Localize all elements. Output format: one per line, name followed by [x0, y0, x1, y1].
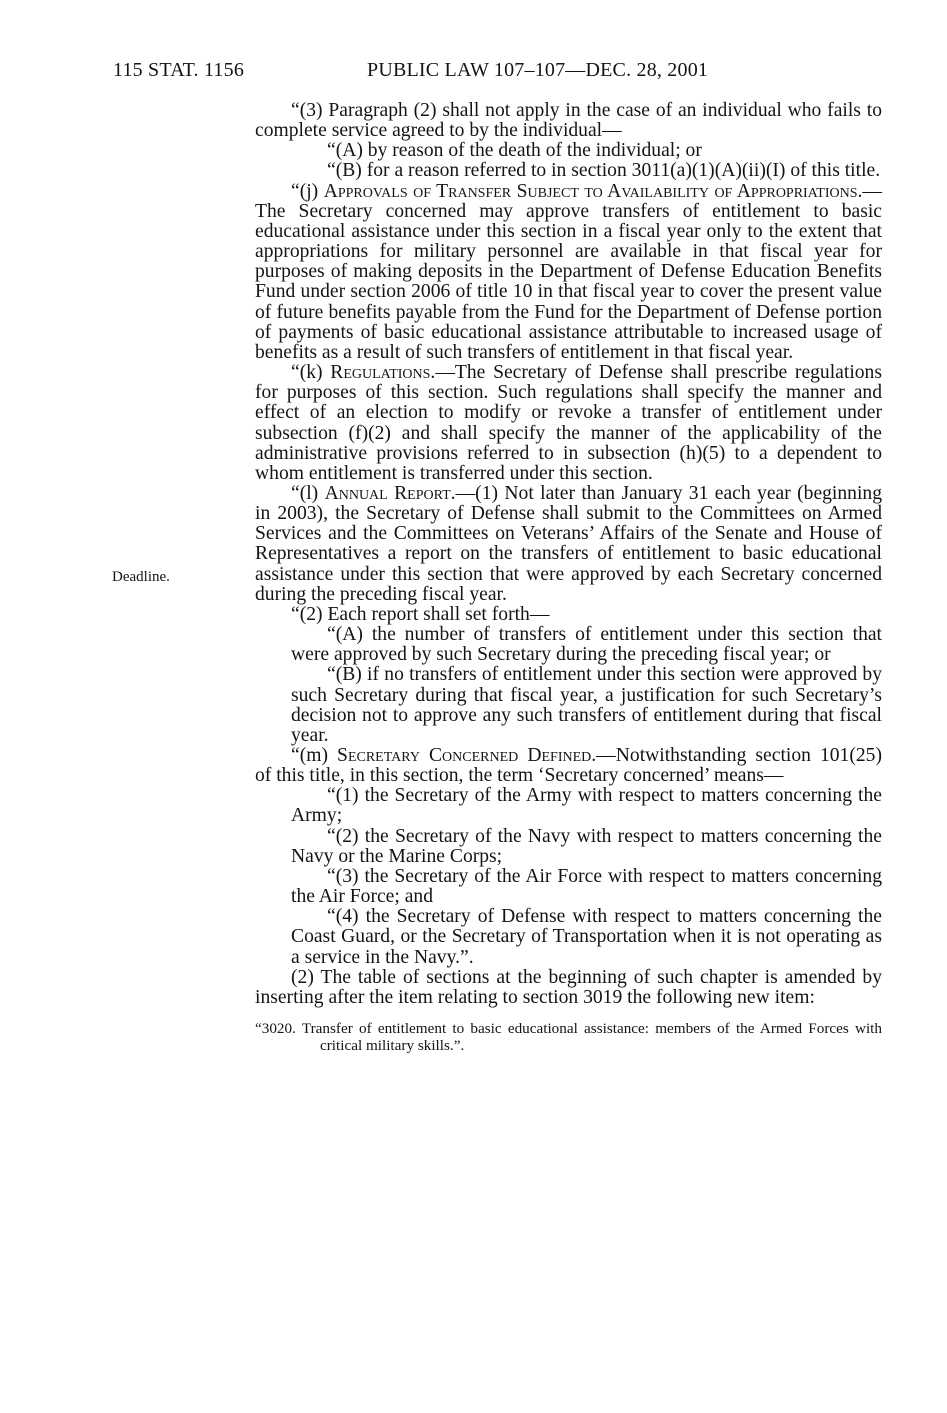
- subsection-m-1: “(1) the Secretary of the Army with respect to matters concerning the Army;: [291, 785, 882, 827]
- subsection-j: [255, 182, 882, 363]
- subsection-m-label: “(m): [291, 745, 338, 766]
- subsection-j-heading: Approvals of Transfer Subject to Availability of Appropriations.: [323, 180, 863, 202]
- page-reference: 115 STAT. 1156: [113, 59, 245, 81]
- subsection-l-text: —(1) Not later than January 31 each year (beginning in 2003), the Secretary of Defense shall submit to the Committees on Armed Services and the Committees on Veterans’ Affairs of the Senate and House of Representatives a report on the transfers of entitlement to basic educational assistance under this section that were approved by each Secretary concerned during the preceding fiscal year.: [255, 482, 883, 605]
- subsection-l-2-a: “(A) the number of transfers of entitlement under this section that were approved by such Secretary during the preceding fiscal year; or: [291, 624, 882, 666]
- paragraph-3: “(3) Paragraph (2) shall not apply in the case of an individual who fails to complete service agreed to by the individual—: [255, 100, 882, 142]
- paragraph-3-a: “(A) by reason of the death of the individual; or: [327, 140, 702, 162]
- subsection-j-label: “(j): [291, 180, 324, 202]
- table-of-sections-item: “3020. Transfer of entitlement to basic educational assistance: members of the Armed Forces with critical military skills.”.: [255, 1020, 882, 1055]
- subsection-m-3: “(3) the Secretary of the Air Force with respect to matters concerning the Air Force; and: [291, 865, 882, 908]
- running-header: PUBLIC LAW 107–107—DEC. 28, 2001: [367, 59, 709, 81]
- subsection-l: [255, 484, 882, 605]
- subsection-k-heading: Regulations.: [330, 362, 436, 384]
- subsection-k-text: —The Secretary of Defense shall prescribe regulations for purposes of this section. Such regulations shall specify the manner and effect of an election to modify or revoke a transfer of entitlement under subsection (f)(2) and shall specify the manner of the applicability of the administrative provisions referred to in subsection (h)(5) to a dependent to whom entitlement is transferred under this section.: [255, 362, 882, 484]
- margin-note-deadline: Deadline.: [112, 569, 170, 585]
- subsection-m-text: —Notwithstanding section 101(25) of this title, in this section, the term ‘Secretary concerned’ means—: [255, 745, 883, 787]
- subsection-j-text: —The Secretary concerned may approve transfers of entitlement to basic educational assistance under this section in a fiscal year only to the extent that appropriations for military personnel are available in that fiscal year for purposes of making deposits in the Department of Defense Education Benefits Fund under section 2006 of title 10 in that fiscal year to cover the present value of future benefits payable from the Fund for the Department of Defense portion of payments of basic educational assistance attributable to increased usage of benefits as a result of such transfers of entitlement in that fiscal year.: [255, 180, 882, 363]
- document-body: [255, 101, 882, 1054]
- subsection-m-2: “(2) the Secretary of the Navy with respect to matters concerning the Navy or the Marine Corps;: [291, 825, 882, 867]
- subsection-m-4: “(4) the Secretary of Defense with respect to matters concerning the Coast Guard, or the Secretary of Transportation when it is not operating as a service in the Navy.”.: [291, 906, 882, 968]
- subsection-l-2: “(2) Each report shall set forth—: [291, 603, 550, 625]
- subsection-m-heading: Secretary Concerned Defined.: [337, 745, 597, 766]
- subsection-k-label: “(k): [291, 362, 331, 384]
- subsection-l-heading: Annual Report.: [324, 482, 456, 504]
- subsection-k: [255, 363, 882, 484]
- subsection-l-2-b: “(B) if no transfers of entitlement under this section were approved by such Secretary during that fiscal year, a justification for such Secretary’s decision not to approve any such transfers of entitlement during that fiscal year.: [291, 664, 882, 746]
- subsection-m: [255, 746, 882, 786]
- paragraph-3-b: “(B) for a reason referred to in section 3011(a)(1)(A)(ii)(I) of this title.: [327, 160, 881, 182]
- subsection-l-label: “(l): [291, 482, 325, 504]
- amendment-paragraph-2: (2) The table of sections at the beginning of such chapter is amended by inserting after the item relating to section 3019 the following new item:: [255, 966, 882, 1008]
